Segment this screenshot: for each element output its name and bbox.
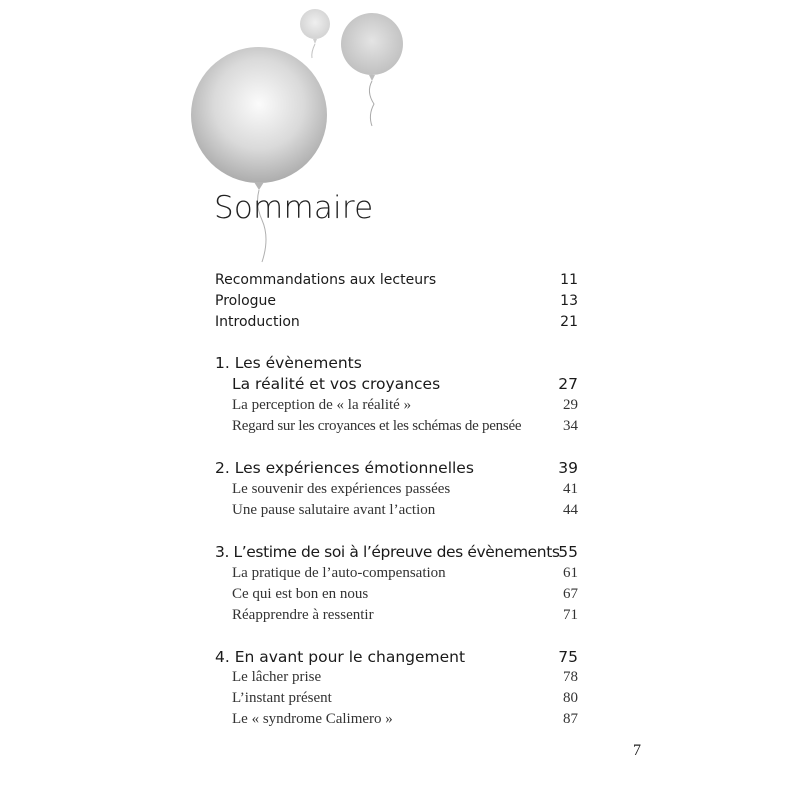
toc-entry-page: 39 [558,459,578,477]
chapter-title: 1. Les évènements [215,354,362,372]
section-page: 67 [563,586,578,602]
toc-entry[interactable] [0,314,800,334]
section-entry[interactable] [0,397,800,417]
chapter-subheading[interactable] [0,375,800,395]
toc-entry-page: 27 [558,375,578,393]
chapter-title: 2. Les expériences émotionnelles [215,459,474,477]
section-page: 41 [563,481,578,497]
section-entry[interactable] [0,711,800,731]
section-page: 80 [563,690,578,706]
section-entry[interactable] [0,502,800,522]
chapter-title: 4. En avant pour le changement [215,648,466,666]
section-entry[interactable] [0,565,800,585]
toc-entry-label: Prologue [215,293,277,309]
toc-entry-label: Introduction [215,314,300,330]
section-label: Ce qui est bon en nous [232,586,369,602]
toc-entry-page: 13 [560,293,578,309]
toc-entry-page: 11 [560,272,578,288]
section-label: Regard sur les croyances et les schémas de pensée [232,418,522,434]
section-page: 78 [563,669,578,685]
section-label: L’instant présent [232,690,332,706]
chapter-heading[interactable] [0,459,800,479]
chapter-subtitle: La réalité et vos croyances [232,375,441,393]
section-label: La perception de « la réalité » [232,397,412,413]
page-number: 7 [633,742,641,759]
chapter-heading[interactable] [0,648,800,668]
section-entry[interactable] [0,481,800,501]
section-page: 44 [563,502,578,518]
section-label: Le lâcher prise [232,669,322,685]
toc-entry-page: 55 [558,543,578,561]
chapter-heading[interactable] [0,354,800,374]
section-label: La pratique de l’auto-compensation [232,565,446,581]
section-label: Le souvenir des expériences passées [232,481,451,497]
section-entry[interactable] [0,669,800,689]
section-entry[interactable] [0,607,800,627]
chapter-title: 3. L’estime de soi à l’épreuve des évènements [215,543,560,561]
section-page: 61 [563,565,578,581]
toc-entry-page: 21 [560,314,578,330]
chapter-heading[interactable] [0,543,800,563]
section-page: 71 [563,607,578,623]
toc-entry[interactable] [0,272,800,292]
section-page: 29 [563,397,578,413]
section-page: 87 [563,711,578,727]
toc-entry-label: Recommandations aux lecteurs [215,272,437,288]
section-label: Le « syndrome Calimero » [232,711,393,727]
section-label: Réapprendre à ressentir [232,607,374,623]
toc-entry[interactable] [0,293,800,313]
section-label: Une pause salutaire avant l’action [232,502,436,518]
section-entry[interactable] [0,690,800,710]
section-entry[interactable] [0,418,800,438]
page-title: Sommaire [214,190,374,226]
section-page: 34 [563,418,578,434]
section-entry[interactable] [0,586,800,606]
toc-entry-page: 75 [558,648,578,666]
